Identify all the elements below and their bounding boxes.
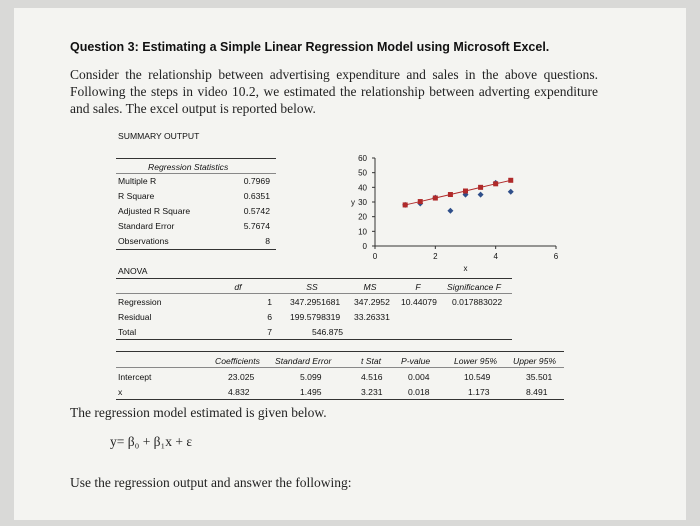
coef-header-rule <box>116 367 564 368</box>
anova-sigf: 0.017883022 <box>452 297 503 307</box>
instruction-text: Use the regression output and answer the following: <box>70 475 352 490</box>
anova-header-sigf: Significance F <box>447 282 501 292</box>
anova-row-label: Residual <box>118 312 152 322</box>
regstat-value: 0.7969 <box>243 176 270 186</box>
coef-row-label: Intercept <box>118 372 152 382</box>
anova-header-df: df <box>234 282 242 292</box>
anova-top-rule <box>116 278 512 279</box>
anova-df: 1 <box>267 297 272 307</box>
regstats-header: Regression Statistics <box>148 162 229 172</box>
y-tick-label: 30 <box>358 198 367 207</box>
model-equation: y= β₀ + β₁x + ε <box>110 434 193 449</box>
anova-bottom-rule <box>116 339 512 340</box>
y-tick-label: 10 <box>358 227 367 237</box>
regstat-label: Multiple R <box>118 176 157 186</box>
coef-header-p: P-value <box>401 356 431 366</box>
y-tick-label: 20 <box>358 212 367 222</box>
coef-lower: 10.549 <box>464 372 491 382</box>
regstat-value: 0.6351 <box>243 191 270 201</box>
coef-t: 4.516 <box>361 372 383 382</box>
anova-row-label: Regression <box>118 297 162 307</box>
regstat-label: Adjusted R Square <box>118 206 191 216</box>
x-tick-label: 0 <box>372 252 378 261</box>
x-tick-label: 2 <box>433 252 438 261</box>
regstat-label: Observations <box>118 236 169 246</box>
coef-header-t: t Stat <box>361 356 382 366</box>
anova-row-label: Total <box>118 327 137 337</box>
x-tick-label: 4 <box>493 252 498 261</box>
anova-ss: 347.2951681 <box>290 297 341 307</box>
x-tick-label: 6 <box>553 252 559 261</box>
regstats-top-rule <box>116 158 276 159</box>
coef-upper: 35.501 <box>526 372 553 382</box>
regstat-value: 8 <box>265 236 270 246</box>
coef-value: 23.025 <box>228 372 255 382</box>
coef-p: 0.004 <box>408 372 430 382</box>
coef-se: 5.099 <box>300 372 322 382</box>
anova-ss: 199.5798319 <box>290 312 341 322</box>
anova-header-ss: SS <box>306 282 318 292</box>
anova-df: 7 <box>267 327 272 337</box>
anova-header-ms: MS <box>363 282 377 292</box>
y-axis-label: y <box>351 198 355 207</box>
anova-header-f: F <box>415 282 421 292</box>
summary-output-label: SUMMARY OUTPUT <box>118 131 200 141</box>
coef-header-upper: Upper 95% <box>513 356 556 366</box>
regstats-bottom-rule <box>116 249 276 250</box>
coef-header-coef: Coefficients <box>215 356 260 366</box>
regstat-value: 0.5742 <box>243 206 270 216</box>
anova-ms: 347.2952 <box>354 297 390 307</box>
coef-header-lower: Lower 95% <box>454 356 497 366</box>
regstat-label: R Square <box>118 191 155 201</box>
y-tick-label: 40 <box>358 183 367 193</box>
coef-bottom-rule <box>116 399 564 400</box>
anova-ms: 33.26331 <box>354 312 390 322</box>
coef-row-label: x <box>118 387 123 397</box>
coef-t: 3.231 <box>361 387 383 397</box>
anova-df: 6 <box>267 312 272 322</box>
regstats-header-rule <box>116 173 276 174</box>
regstat-value: 5.7674 <box>243 221 270 231</box>
coef-top-rule <box>116 351 564 352</box>
anova-header-rule <box>116 293 512 294</box>
coef-se: 1.495 <box>300 387 322 397</box>
anova-label: ANOVA <box>118 266 148 276</box>
intro-paragraph: Consider the relationship between advertising expenditure and sales in the above questions. Following the steps in video 10.2, we estimated the relationship between adverting expenditure and sales. The excel output is reported below. <box>70 67 598 116</box>
x-axis-label: x <box>463 264 468 273</box>
anova-ss: 546.875 <box>312 327 344 337</box>
coef-upper: 8.491 <box>526 387 548 397</box>
y-tick-label: 50 <box>358 168 367 178</box>
model-text: The regression model estimated is given below. <box>70 405 327 420</box>
anova-f: 10.44079 <box>401 297 437 307</box>
regstat-label: Standard Error <box>118 221 175 231</box>
coef-header-se: Standard Error <box>275 356 332 366</box>
coef-value: 4.832 <box>228 387 250 397</box>
coef-p: 0.018 <box>408 387 430 397</box>
y-tick-label: 60 <box>358 154 367 163</box>
y-tick-label: 0 <box>362 242 367 251</box>
coef-lower: 1.173 <box>468 387 490 397</box>
question-title: Question 3: Estimating a Simple Linear Regression Model using Microsoft Excel. <box>70 40 550 54</box>
